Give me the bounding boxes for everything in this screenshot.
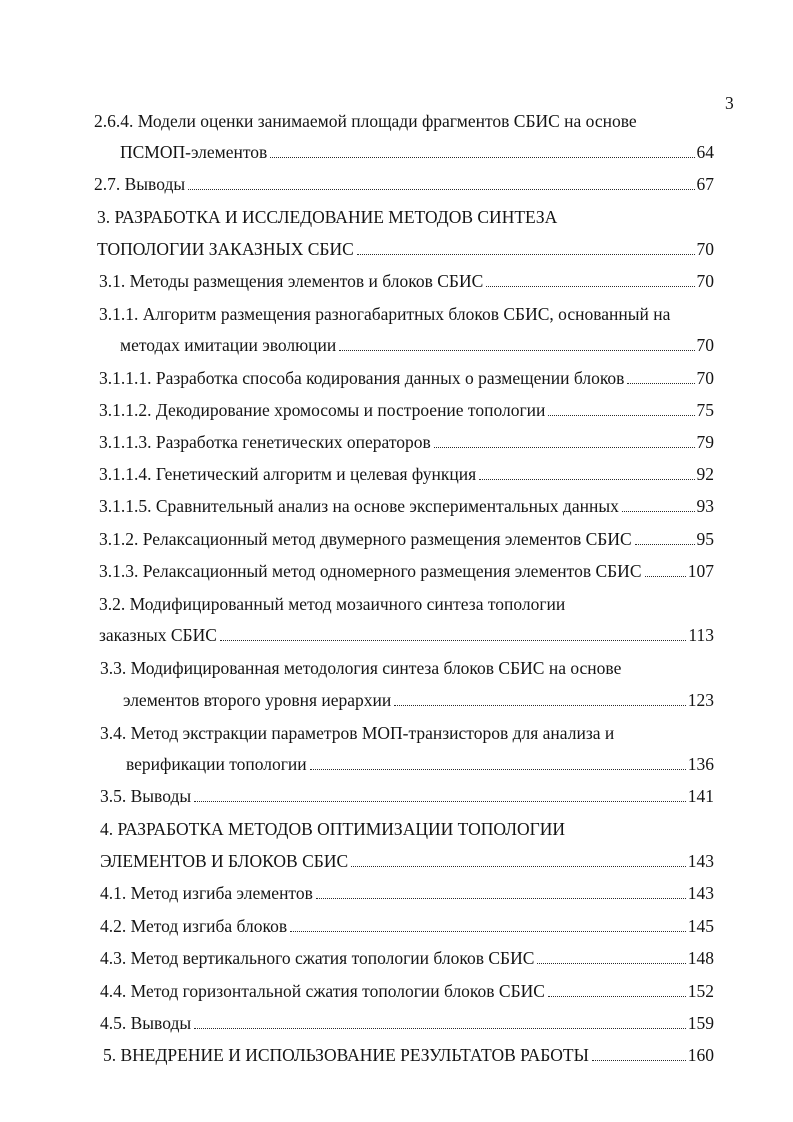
toc-entry-line-wrapped xyxy=(97,205,557,229)
toc-entry-line-wrapped xyxy=(100,721,614,745)
dot-leader xyxy=(537,963,685,964)
dot-leader xyxy=(339,350,694,351)
toc-entry-title: 3.1.1.3. Разработка генетических операторов xyxy=(99,432,431,452)
toc-entry-title: 2.6.4. Модели оценки занимаемой площади фрагментов СБИС на основе xyxy=(94,111,637,131)
toc-entry-line xyxy=(123,688,714,712)
toc-entry-page: 75 xyxy=(696,400,714,420)
toc-entry-line xyxy=(100,784,714,808)
dot-leader xyxy=(635,544,695,545)
toc-entry-title: 3.1.1.4. Генетический алгоритм и целевая функция xyxy=(99,464,477,484)
toc-entry-title: 4.3. Метод вертикального сжатия топологии блоков СБИС xyxy=(100,948,535,968)
toc-entry-title: 3.1.3. Релаксационный метод одномерного размещения элементов СБИС xyxy=(99,561,642,581)
toc-entry-line xyxy=(99,494,714,518)
toc-entry-line xyxy=(99,366,714,390)
toc-entry-title: 3.2. Модифицированный метод мозаичного синтеза топологии xyxy=(99,594,566,614)
toc-entry-line xyxy=(100,979,714,1003)
dot-leader xyxy=(357,254,695,255)
dot-leader xyxy=(188,189,694,190)
dot-leader xyxy=(645,576,686,577)
dot-leader xyxy=(622,511,695,512)
toc-entry-line-wrapped xyxy=(100,656,621,680)
toc-entry-line xyxy=(120,140,714,164)
toc-entry-page: 92 xyxy=(696,464,714,484)
dot-leader xyxy=(270,157,694,158)
toc-entry-title: 3.5. Выводы xyxy=(100,786,192,806)
toc-entry-title: 4.1. Метод изгиба элементов xyxy=(100,883,313,903)
toc-entry-page: 159 xyxy=(687,1013,714,1033)
toc-entry-title: 3.1.1. Алгоритм размещения разногабаритных блоков СБИС, основанный на xyxy=(99,304,671,324)
dot-leader xyxy=(394,705,685,706)
dot-leader xyxy=(486,286,694,287)
toc-entry-title: 5. ВНЕДРЕНИЕ И ИСПОЛЬЗОВАНИЕ РЕЗУЛЬТАТОВ РАБОТЫ xyxy=(103,1045,589,1065)
toc-entry-line xyxy=(99,398,714,422)
toc-entry-title: 3. РАЗРАБОТКА И ИССЛЕДОВАНИЕ МЕТОДОВ СИНТЕЗА xyxy=(97,207,558,227)
toc-entry-title: 3.4. Метод экстракции параметров МОП-транзисторов для анализа и xyxy=(100,723,615,743)
toc-entry-line xyxy=(100,881,714,905)
dot-leader xyxy=(316,898,686,899)
toc-entry-line xyxy=(100,1011,714,1035)
toc-entry-title: 3.1.1.1. Разработка способа кодирования данных о размещении блоков xyxy=(99,368,625,388)
toc-entry-title: ЭЛЕМЕНТОВ И БЛОКОВ СБИС xyxy=(100,851,349,871)
dot-leader xyxy=(310,769,686,770)
toc-entry-line xyxy=(100,914,714,938)
toc-entry-page: 123 xyxy=(687,690,714,710)
dot-leader xyxy=(434,447,695,448)
toc-entry-title: элементов второго уровня иерархии xyxy=(123,690,392,710)
toc-entry-title: 4.2. Метод изгиба блоков xyxy=(100,916,288,936)
toc-entry-line xyxy=(99,559,714,583)
dot-leader xyxy=(627,383,694,384)
toc-entry-title: ТОПОЛОГИИ ЗАКАЗНЫХ СБИС xyxy=(97,239,354,259)
dot-leader xyxy=(194,1028,686,1029)
toc-entry-page: 148 xyxy=(687,948,714,968)
toc-entry-page: 113 xyxy=(688,625,714,645)
toc-entry-page: 67 xyxy=(696,174,714,194)
dot-leader xyxy=(548,415,694,416)
toc-entry-page: 107 xyxy=(687,561,714,581)
toc-entry-line xyxy=(103,1043,714,1067)
toc-entry-title: 3.3. Модифицированная методология синтеза блоков СБИС на основе xyxy=(100,658,622,678)
toc-entry-page: 143 xyxy=(687,883,714,903)
dot-leader xyxy=(220,640,687,641)
toc-entry-title: 4.4. Метод горизонтальной сжатия топологии блоков СБИС xyxy=(100,981,545,1001)
toc-entry-title: 3.1.1.2. Декодирование хромосомы и построение топологии xyxy=(99,400,546,420)
page-number: 3 xyxy=(725,93,734,113)
toc-entry-page: 70 xyxy=(696,271,714,291)
toc-entry-title: методах имитации эволюции xyxy=(120,335,337,355)
toc-entry-page: 79 xyxy=(696,432,714,452)
toc-entry-line xyxy=(94,172,714,196)
toc-entry-page: 136 xyxy=(687,754,714,774)
toc-entry-title: 3.1. Методы размещения элементов и блоков СБИС xyxy=(99,271,484,291)
toc-entry-line xyxy=(100,946,714,970)
toc-entry-line xyxy=(100,849,714,873)
toc-entry-page: 70 xyxy=(696,239,714,259)
toc-entry-title: 2.7. Выводы xyxy=(94,174,186,194)
toc-entry-line xyxy=(99,269,714,293)
toc-entry-line xyxy=(99,430,714,454)
toc-entry-title: 4.5. Выводы xyxy=(100,1013,192,1033)
toc-entry-page: 70 xyxy=(696,368,714,388)
toc-entry-line xyxy=(99,527,714,551)
toc-entry-title: 3.1.1.5. Сравнительный анализ на основе экспериментальных данных xyxy=(99,496,619,516)
toc-entry-page: 152 xyxy=(687,981,714,1001)
dot-leader xyxy=(548,996,686,997)
dot-leader xyxy=(351,866,686,867)
toc-entry-page: 145 xyxy=(687,916,714,936)
toc-entry-line xyxy=(99,462,714,486)
toc-entry-line xyxy=(120,333,714,357)
dot-leader xyxy=(592,1060,686,1061)
dot-leader xyxy=(194,801,686,802)
toc-entry-title: верификации топологии xyxy=(126,754,307,774)
toc-entry-line xyxy=(99,623,714,647)
dot-leader xyxy=(479,479,694,480)
toc-entry-title: заказных СБИС xyxy=(99,625,217,645)
toc-entry-line xyxy=(126,752,714,776)
toc-entry-page: 64 xyxy=(696,142,714,162)
toc-entry-page: 93 xyxy=(696,496,714,516)
toc-entry-line-wrapped xyxy=(94,109,637,133)
toc-entry-page: 160 xyxy=(687,1045,714,1065)
toc-entry-line xyxy=(97,237,714,261)
toc-entry-line-wrapped xyxy=(100,817,565,841)
toc-entry-page: 143 xyxy=(687,851,714,871)
toc-entry-title: 4. РАЗРАБОТКА МЕТОДОВ ОПТИМИЗАЦИИ ТОПОЛОГИИ xyxy=(100,819,566,839)
toc-entry-line-wrapped xyxy=(99,592,565,616)
toc-entry-page: 141 xyxy=(687,786,714,806)
toc-entry-title: ПСМОП-элементов xyxy=(120,142,268,162)
toc-entry-title: 3.1.2. Релаксационный метод двумерного размещения элементов СБИС xyxy=(99,529,632,549)
dot-leader xyxy=(290,931,686,932)
toc-entry-line-wrapped xyxy=(99,302,670,326)
toc-entry-page: 70 xyxy=(696,335,714,355)
toc-entry-page: 95 xyxy=(696,529,714,549)
